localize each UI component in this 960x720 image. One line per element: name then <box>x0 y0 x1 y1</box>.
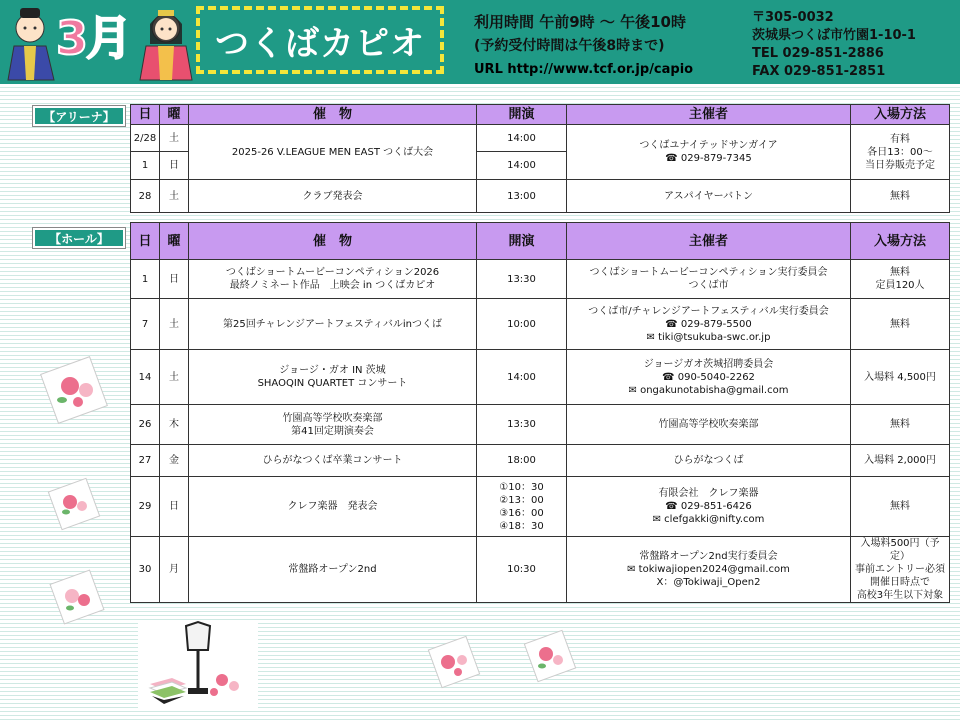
cell-weekday: 日 <box>160 477 189 537</box>
event-line: 最終ノミネート作品 上映会 in つくばカピオ <box>229 280 436 291</box>
cell-event: クラブ発表会 <box>189 180 477 213</box>
cell-admission: 無料 <box>851 477 950 537</box>
organizer-line: ✉ tokiwajiopen2024@gmail.com <box>627 564 790 575</box>
organizer-line: ✉ clefgakki@nifty.com <box>652 514 765 525</box>
cell-day: 7 <box>131 299 160 350</box>
cell-day: 14 <box>131 350 160 405</box>
col-weekday: 曜 <box>160 223 189 260</box>
organizer-line: つくば市 <box>688 280 729 291</box>
arena-section-label: 【アリーナ】 <box>33 106 125 126</box>
event-line: ジョージ・ガオ IN 茨城 <box>279 365 386 376</box>
address-block <box>752 9 916 81</box>
cell-admission <box>851 260 950 299</box>
cell-event <box>189 350 477 405</box>
facility-name: つくばカピオ <box>215 23 425 64</box>
cell-event <box>189 260 477 299</box>
organizer-line: ☎ 029-851-6426 <box>665 501 752 512</box>
cell-start: 14:00 <box>477 125 567 152</box>
cell-admission: 無料 <box>851 405 950 445</box>
cell-start: 14:00 <box>477 350 567 405</box>
cell-organizer <box>567 299 851 350</box>
cell-organizer <box>567 125 851 180</box>
cell-start: 10:00 <box>477 299 567 350</box>
cell-event: 常盤路オープン2nd <box>189 537 477 603</box>
table-row <box>131 537 950 603</box>
cell-day: 27 <box>131 445 160 477</box>
fax-text: FAX 029-851-2851 <box>752 64 886 79</box>
col-admission: 入場方法 <box>851 223 950 260</box>
cell-organizer: ひらがなつくば <box>567 445 851 477</box>
start-line: ③16：00 <box>499 507 544 519</box>
table-row <box>131 405 950 445</box>
table-row <box>131 350 950 405</box>
admission-line: 定員120人 <box>875 280 925 291</box>
plum-blossom-card-icon <box>34 350 114 430</box>
cell-day: 29 <box>131 477 160 537</box>
address-text: 茨城県つくば市竹園1-10-1 <box>752 28 916 43</box>
cell-start: 13:30 <box>477 405 567 445</box>
plum-blossom-card-icon <box>520 626 580 686</box>
event-line: SHAOQIN QUARTET コンサート <box>257 378 408 389</box>
facility-name-box <box>196 6 444 74</box>
cell-day: 1 <box>131 152 160 180</box>
col-day: 日 <box>131 223 160 260</box>
col-weekday: 曜 <box>160 105 189 125</box>
admission-line: 無料 <box>890 267 910 278</box>
ohina-sama-doll-icon <box>136 4 196 82</box>
cell-weekday: 土 <box>160 180 189 213</box>
table-row <box>131 125 950 152</box>
organizer-line: ✉ tiki@tsukuba-swc.or.jp <box>646 331 771 343</box>
event-line: 第41回定期演奏会 <box>291 425 374 437</box>
hours-text: 利用時間 午前9時 〜 午後10時 <box>474 13 686 31</box>
admission-line: 当日券販売予定 <box>865 159 935 171</box>
cell-start <box>477 477 567 537</box>
cell-organizer: 竹園高等学校吹奏楽部 <box>567 405 851 445</box>
admission-line: 各日13：00〜 <box>867 146 933 158</box>
cell-day: 28 <box>131 180 160 213</box>
col-start: 開演 <box>477 223 567 260</box>
plum-blossom-card-icon <box>424 632 484 692</box>
arena-header-row <box>131 105 950 125</box>
organizer-line: 常盤路オープン2nd実行委員会 <box>639 551 778 562</box>
col-organizer: 主催者 <box>567 105 851 125</box>
col-admission: 入場方法 <box>851 105 950 125</box>
cell-start: 13:30 <box>477 260 567 299</box>
admission-line: 高校3年生以下対象 <box>856 590 944 601</box>
cell-organizer: アスパイヤーバトン <box>567 180 851 213</box>
organizer-line: 有限会社 クレフ楽器 <box>658 488 759 499</box>
cell-organizer <box>567 537 851 603</box>
cell-event: 2025-26 V.LEAGUE MEN EAST つくば大会 <box>189 125 477 180</box>
cell-admission: 入場料 4,500円 <box>851 350 950 405</box>
cell-start: 10:30 <box>477 537 567 603</box>
organizer-line: ✉ ongakunotabisha@gmail.com <box>628 384 789 396</box>
cell-weekday: 日 <box>160 152 189 180</box>
col-day: 日 <box>131 105 160 125</box>
cell-weekday: 日 <box>160 260 189 299</box>
organizer-phone: ☎ 029-879-7345 <box>665 153 752 164</box>
start-line: ②13：00 <box>499 494 544 506</box>
hours-info <box>474 10 693 82</box>
hall-header-row <box>131 223 950 260</box>
cell-admission <box>851 537 950 603</box>
start-line: ④18：30 <box>499 520 544 532</box>
cell-weekday: 月 <box>160 537 189 603</box>
col-organizer: 主催者 <box>567 223 851 260</box>
organizer-line: つくば市/チャレンジアートフェスティバル実行委員会 <box>588 305 829 317</box>
col-start: 開演 <box>477 105 567 125</box>
cell-event: ひらがなつくば卒業コンサート <box>189 445 477 477</box>
cell-organizer <box>567 477 851 537</box>
organizer-line: ☎ 029-879-5500 <box>665 318 752 330</box>
cell-admission: 入場料 2,000円 <box>851 445 950 477</box>
organizer-name: つくばユナイテッドサンガイア <box>639 140 778 151</box>
cell-organizer <box>567 260 851 299</box>
organizer-line: ☎ 090-5040-2262 <box>662 371 755 383</box>
tel-text: TEL 029-851-2886 <box>752 46 884 61</box>
organizer-line: ジョージガオ茨城招聘委員会 <box>643 358 774 370</box>
website-url[interactable]: URL http://www.tcf.or.jp/capio <box>474 62 694 77</box>
cell-day: 1 <box>131 260 160 299</box>
table-row <box>131 477 950 537</box>
reception-text: (予約受付時間は午後8時まで) <box>474 38 665 54</box>
event-line: つくばショートムービーコンペティション2026 <box>225 267 440 278</box>
cell-weekday: 土 <box>160 125 189 152</box>
cell-weekday: 金 <box>160 445 189 477</box>
admission-line: 入場料500円（予定） <box>860 538 940 562</box>
table-row <box>131 180 950 213</box>
postal-code: 〒305-0032 <box>752 10 834 25</box>
arena-table <box>130 104 950 213</box>
month-title: 3月 <box>56 11 131 65</box>
plum-blossom-card-icon <box>46 566 108 628</box>
cell-event <box>189 405 477 445</box>
odairi-sama-doll-icon <box>4 6 62 82</box>
cell-admission <box>851 125 950 180</box>
cell-admission: 無料 <box>851 299 950 350</box>
plum-blossom-card-icon <box>44 474 104 534</box>
hall-table <box>130 222 950 603</box>
hall-section-label: 【ホール】 <box>33 228 125 248</box>
cell-start: 14:00 <box>477 152 567 180</box>
admission-line: 開催日時点で <box>870 577 930 588</box>
cell-day: 30 <box>131 537 160 603</box>
organizer-line: X：@Tokiwaji_Open2 <box>656 577 761 588</box>
cell-weekday: 土 <box>160 350 189 405</box>
cell-day: 2/28 <box>131 125 160 152</box>
cell-day: 26 <box>131 405 160 445</box>
cell-start: 13:00 <box>477 180 567 213</box>
start-line: ①10：30 <box>499 481 544 493</box>
admission-line: 事前エントリー必須 <box>855 564 945 575</box>
table-row <box>131 299 950 350</box>
cell-weekday: 土 <box>160 299 189 350</box>
cell-event: クレフ楽器 発表会 <box>189 477 477 537</box>
admission-line: 有料 <box>890 133 910 145</box>
cell-weekday: 木 <box>160 405 189 445</box>
table-row <box>131 260 950 299</box>
col-event: 催 物 <box>189 105 477 125</box>
event-line: 竹園高等学校吹奏楽部 <box>282 412 383 424</box>
cell-event: 第25回チャレンジアートフェスティバルinつくば <box>189 299 477 350</box>
cell-start: 18:00 <box>477 445 567 477</box>
table-row <box>131 445 950 477</box>
header-banner <box>0 0 960 84</box>
lantern-hishimochi-icon <box>138 620 258 708</box>
cell-admission: 無料 <box>851 180 950 213</box>
organizer-line: つくばショートムービーコンペティション実行委員会 <box>589 267 828 278</box>
cell-organizer <box>567 350 851 405</box>
col-event: 催 物 <box>189 223 477 260</box>
